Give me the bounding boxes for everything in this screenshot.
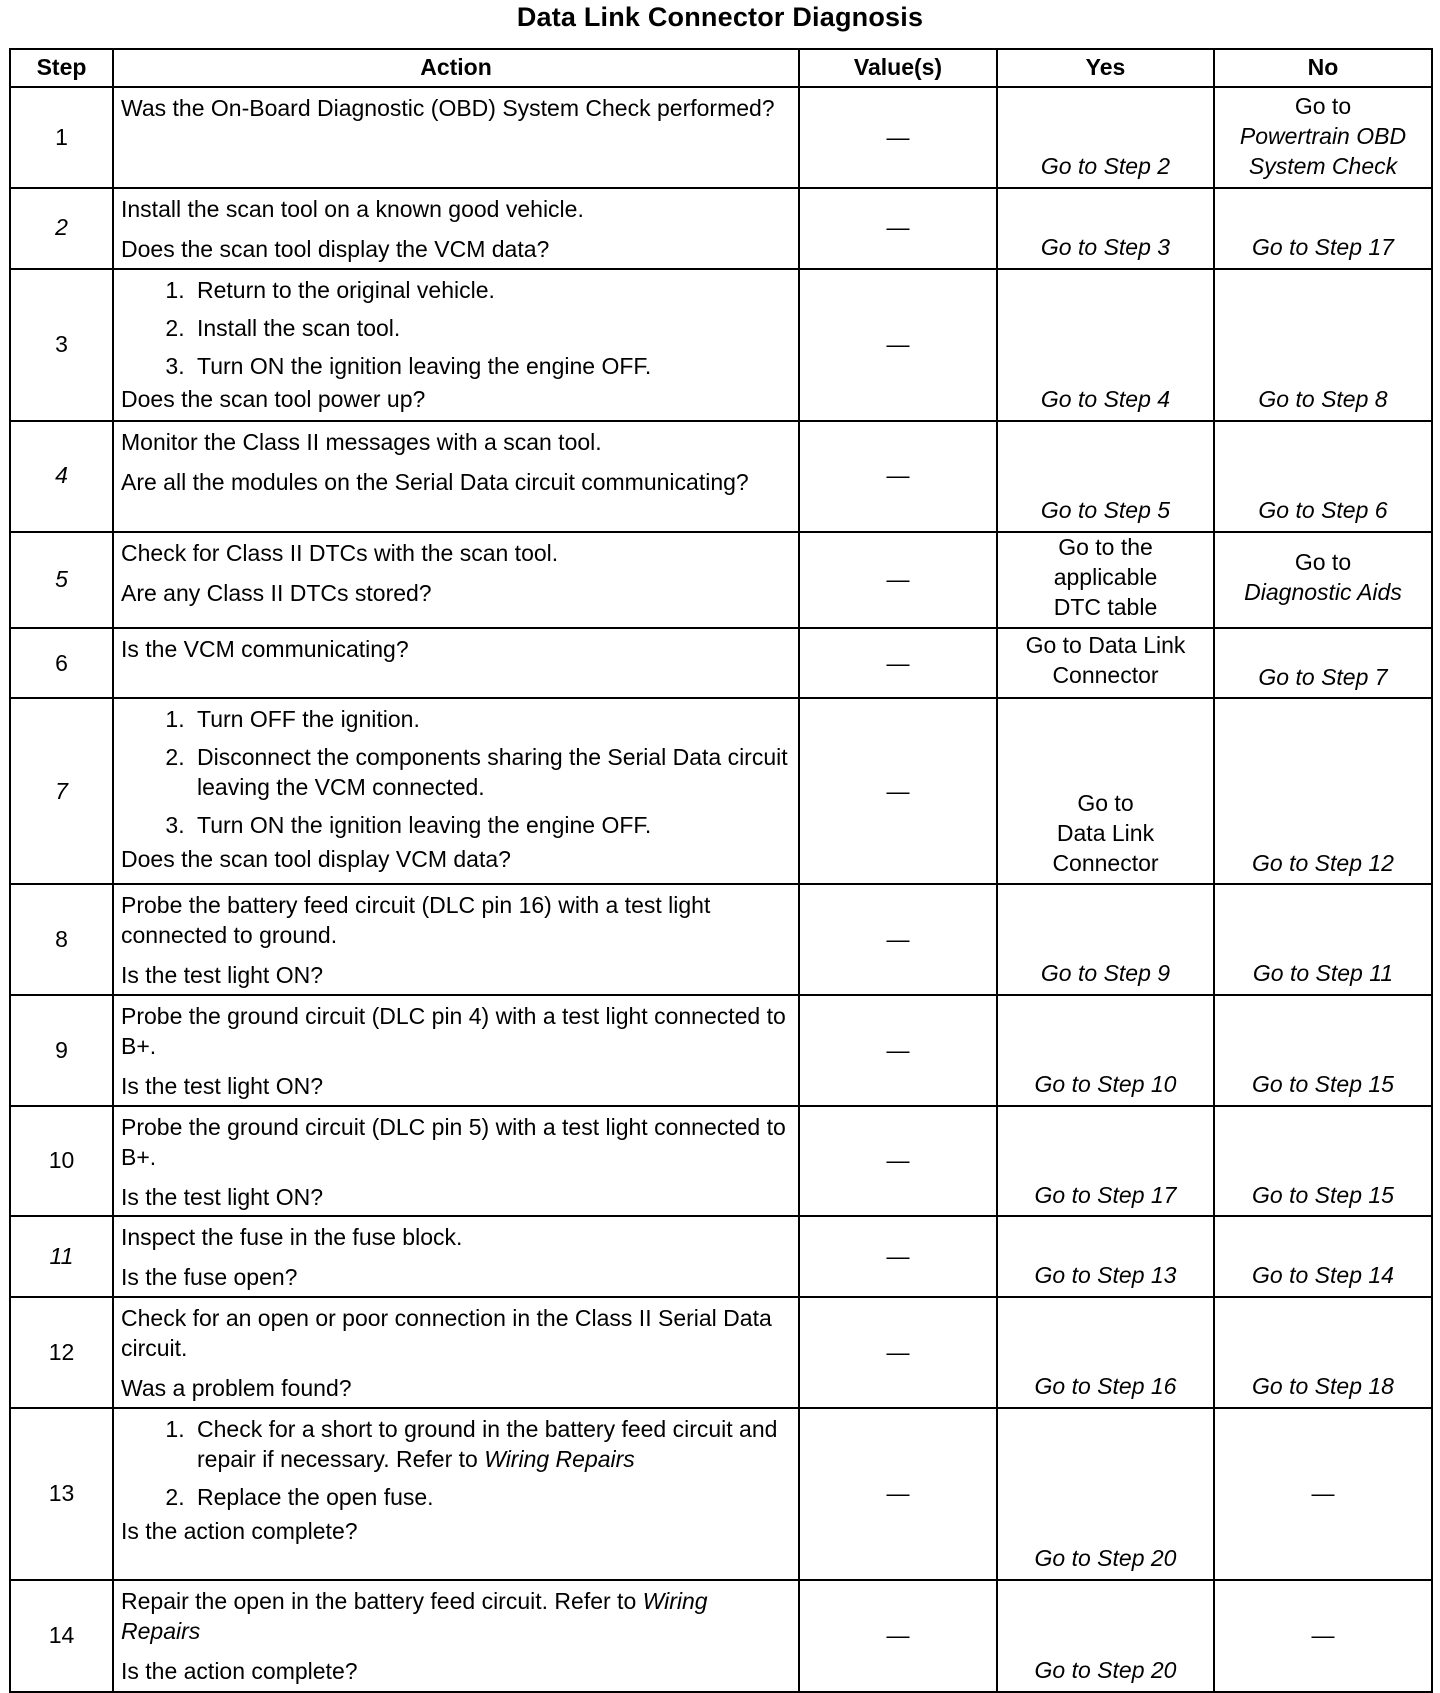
header-values: Value(s)	[799, 49, 997, 87]
step-number: 10	[10, 1106, 113, 1217]
no-cell: Go to Step 14	[1214, 1216, 1432, 1297]
table-row	[10, 421, 1432, 532]
wiring-repairs-ref: Wiring Repairs	[121, 1587, 708, 1644]
value-cell: —	[799, 87, 997, 188]
no-cell: Go to Step 15	[1214, 995, 1432, 1106]
action-cell	[113, 1106, 799, 1217]
table-row	[10, 1297, 1432, 1408]
no-cell: Go to Step 12	[1214, 698, 1432, 884]
action-step-item: 3. Turn ON the ignition leaving the engine OFF.	[191, 811, 792, 841]
no-cell: Go to Step 18	[1214, 1297, 1432, 1408]
table-row	[10, 628, 1432, 698]
yes-cell: Go to Step 4	[997, 269, 1214, 421]
value-cell: —	[799, 698, 997, 884]
action-cell	[113, 1216, 799, 1297]
yes-cell: Go to Step 9	[997, 884, 1214, 995]
no-cell: —	[1214, 1580, 1432, 1692]
action-step-item: 1. Turn OFF the ignition.	[191, 705, 792, 735]
step-number: 14	[10, 1580, 113, 1692]
header-row	[10, 49, 1432, 87]
yes-cell: Go to Step 13	[997, 1216, 1214, 1297]
action-text: Check for Class II DTCs with the scan tool.	[121, 539, 559, 566]
table-row	[10, 1216, 1432, 1297]
no-line: Powertrain OBD	[1239, 123, 1407, 150]
yes-cell: Go to Step 20	[997, 1580, 1214, 1692]
action-cell	[113, 698, 799, 884]
action-step-item: 3. Turn ON the ignition leaving the engine OFF.	[191, 352, 792, 382]
diagnosis-table	[9, 48, 1433, 1693]
wiring-repairs-ref: Wiring Repairs	[484, 1445, 635, 1472]
action-question: Does the scan tool power up?	[121, 386, 426, 413]
step-number: 4	[10, 421, 113, 532]
action-question: Does the scan tool display VCM data?	[121, 846, 511, 873]
action-text: Probe the battery feed circuit (DLC pin 16) with a test light connected to ground.	[121, 892, 711, 949]
table-row	[10, 87, 1432, 188]
value-cell: —	[799, 1106, 997, 1217]
action-steps	[121, 1415, 792, 1513]
table-row	[10, 1580, 1432, 1692]
no-cell: Go to Step 15	[1214, 1106, 1432, 1217]
yes-line: Data Link	[1056, 819, 1155, 846]
action-step-item: 2. Install the scan tool.	[191, 314, 792, 344]
value-cell: —	[799, 995, 997, 1106]
no-cell	[1214, 87, 1432, 188]
value-cell: —	[799, 628, 997, 698]
yes-cell: Go to Step 10	[997, 995, 1214, 1106]
no-line: Diagnostic Aids	[1244, 578, 1402, 605]
step-number: 12	[10, 1297, 113, 1408]
action-text: Install the scan tool on a known good vehicle.	[121, 196, 584, 222]
no-cell: —	[1214, 1408, 1432, 1580]
page-title: Data Link Connector Diagnosis	[516, 2, 924, 32]
table-row	[10, 188, 1432, 269]
value-cell: —	[799, 421, 997, 532]
no-cell	[1214, 532, 1432, 629]
yes-line: Connector	[1052, 661, 1159, 688]
no-line: Go to	[1294, 93, 1352, 120]
action-cell	[113, 628, 799, 698]
action-text: Probe the ground circuit (DLC pin 5) with a test light connected to B+.	[121, 1113, 786, 1170]
step-number: 6	[10, 628, 113, 698]
yes-cell: Go to Step 17	[997, 1106, 1214, 1217]
yes-cell	[997, 628, 1214, 698]
yes-cell: Go to Step 16	[997, 1297, 1214, 1408]
yes-line: applicable	[1053, 563, 1158, 590]
yes-cell	[997, 532, 1214, 629]
table-row	[10, 995, 1432, 1106]
action-text: Inspect the fuse in the fuse block.	[121, 1224, 463, 1251]
yes-cell: Go to Step 2	[997, 87, 1214, 188]
action-text	[121, 1587, 792, 1647]
action-step-item: 2. Replace the open fuse.	[191, 1483, 792, 1513]
action-step-item	[191, 1415, 792, 1475]
action-cell	[113, 188, 799, 269]
action-step-text: Check for a short to ground in the battery feed circuit and repair if necessary. Refer to	[197, 1415, 778, 1472]
action-text: Monitor the Class II messages with a scan tool.	[121, 428, 602, 455]
value-cell: —	[799, 1580, 997, 1692]
table-row	[10, 698, 1432, 884]
action-cell	[113, 1580, 799, 1692]
action-text: Probe the ground circuit (DLC pin 4) with a test light connected to B+.	[121, 1003, 786, 1060]
action-question: Is the test light ON?	[121, 1183, 323, 1210]
yes-cell: Go to Step 3	[997, 188, 1214, 269]
action-cell	[113, 1408, 799, 1580]
value-cell: —	[799, 1297, 997, 1408]
value-cell: —	[799, 269, 997, 421]
action-text: Is the VCM communicating?	[121, 636, 409, 663]
action-text: Check for an open or poor connection in the Class II Serial Data circuit.	[121, 1305, 772, 1362]
action-cell	[113, 269, 799, 421]
action-question: Is the action complete?	[121, 1657, 358, 1684]
no-cell: Go to Step 17	[1214, 188, 1432, 269]
value-cell: —	[799, 1216, 997, 1297]
action-question: Is the fuse open?	[121, 1264, 298, 1291]
step-number: 3	[10, 269, 113, 421]
value-cell: —	[799, 532, 997, 629]
action-cell	[113, 995, 799, 1106]
header-yes: Yes	[997, 49, 1214, 87]
table-row	[10, 269, 1432, 421]
header-no: No	[1214, 49, 1432, 87]
table-row	[10, 532, 1432, 629]
yes-line: Go to the	[1058, 533, 1153, 560]
header-action: Action	[113, 49, 799, 87]
action-question: Is the test light ON?	[121, 1072, 323, 1099]
header-step: Step	[10, 49, 113, 87]
action-question: Was a problem found?	[121, 1375, 352, 1402]
action-cell	[113, 87, 799, 188]
yes-line: Connector	[1052, 849, 1159, 876]
no-line: Go to	[1294, 548, 1352, 575]
action-question: Does the scan tool display the VCM data?	[121, 235, 550, 262]
step-number: 2	[10, 188, 113, 269]
value-cell: —	[799, 188, 997, 269]
action-question: Are all the modules on the Serial Data circuit communicating?	[121, 468, 749, 495]
step-number: 5	[10, 532, 113, 629]
step-number: 1	[10, 87, 113, 188]
action-question: Is the action complete?	[121, 1517, 358, 1544]
action-step-item: 2. Disconnect the components sharing the Serial Data circuit leaving the VCM connected.	[191, 743, 792, 803]
action-cell	[113, 532, 799, 629]
action-text-main: Repair the open in the battery feed circuit. Refer to	[121, 1587, 643, 1614]
yes-cell: Go to Step 5	[997, 421, 1214, 532]
yes-cell	[997, 698, 1214, 884]
step-number: 11	[10, 1216, 113, 1297]
action-question: Are any Class II DTCs stored?	[121, 579, 432, 606]
action-cell	[113, 1297, 799, 1408]
table-row	[10, 884, 1432, 995]
step-number: 13	[10, 1408, 113, 1580]
step-number: 7	[10, 698, 113, 884]
action-cell	[113, 421, 799, 532]
step-number: 9	[10, 995, 113, 1106]
table-row	[10, 1106, 1432, 1217]
value-cell: —	[799, 1408, 997, 1580]
no-cell: Go to Step 8	[1214, 269, 1432, 421]
step-number: 8	[10, 884, 113, 995]
yes-cell: Go to Step 20	[997, 1408, 1214, 1580]
no-cell: Go to Step 11	[1214, 884, 1432, 995]
no-line: System Check	[1248, 153, 1398, 180]
action-text: Was the On-Board Diagnostic (OBD) System Check performed?	[121, 95, 775, 121]
yes-line: Go to	[1077, 789, 1134, 816]
yes-line: DTC table	[1053, 593, 1158, 620]
action-steps	[121, 276, 792, 382]
action-steps	[121, 705, 792, 841]
table-row	[10, 1408, 1432, 1580]
yes-line: Go to Data Link	[1025, 632, 1186, 659]
action-cell	[113, 884, 799, 995]
no-cell: Go to Step 7	[1214, 628, 1432, 698]
no-cell: Go to Step 6	[1214, 421, 1432, 532]
action-question: Is the test light ON?	[121, 962, 323, 989]
action-step-item: 1. Return to the original vehicle.	[191, 276, 792, 306]
value-cell: —	[799, 884, 997, 995]
